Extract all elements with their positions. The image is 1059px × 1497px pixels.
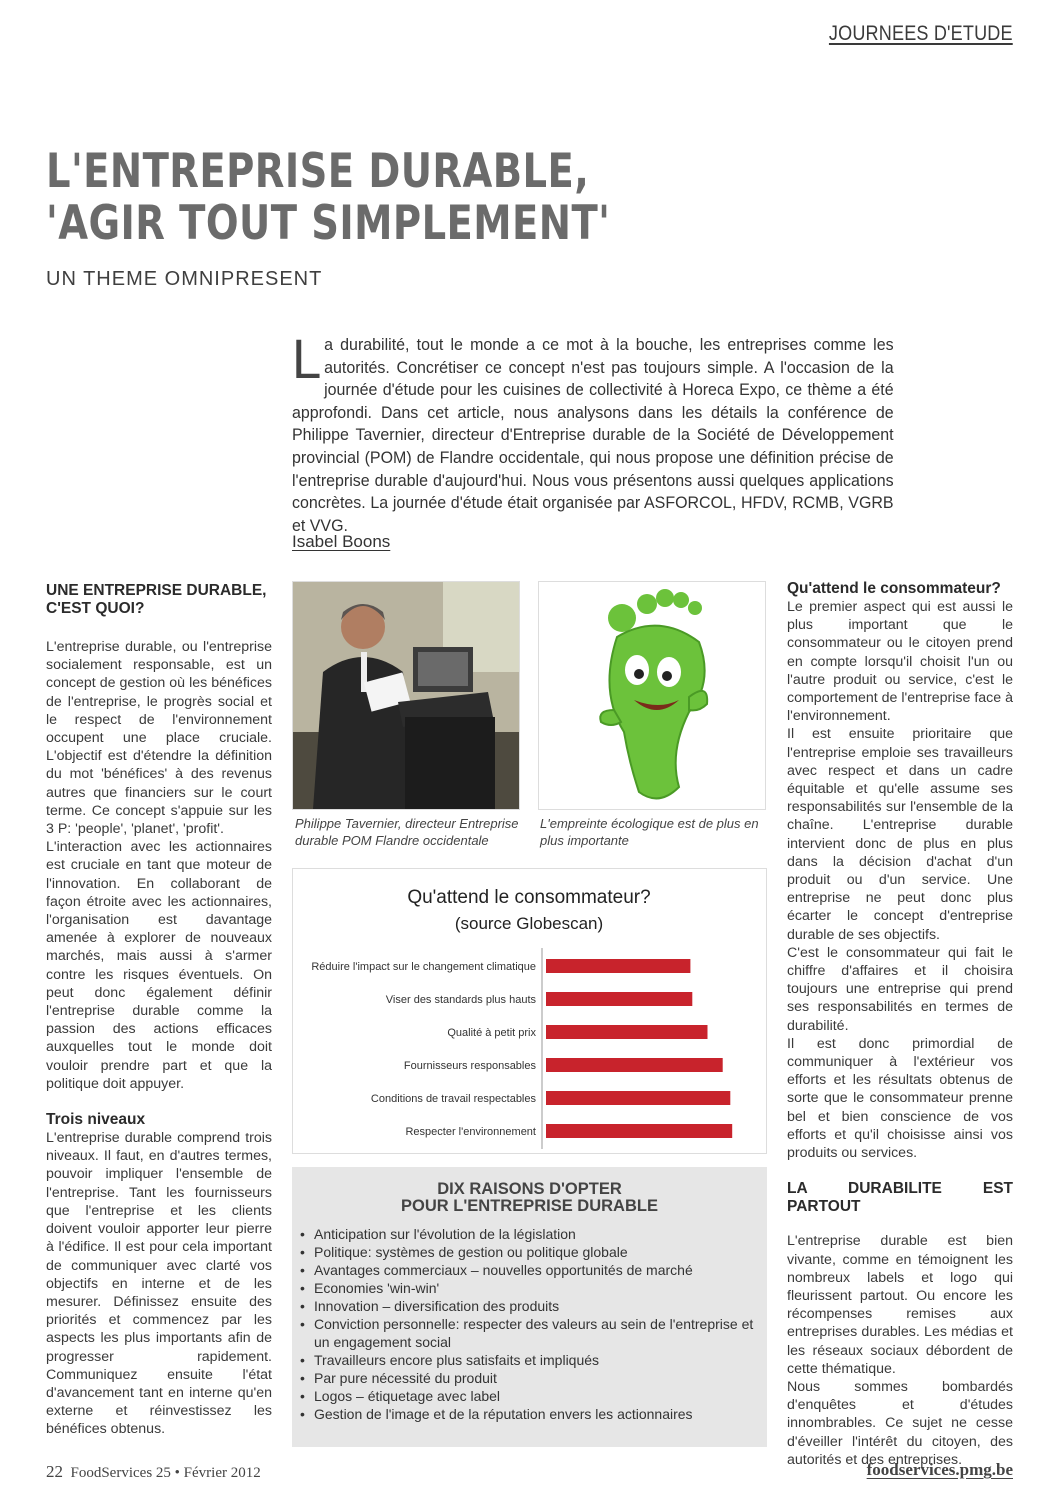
reason-item: • Conviction personnelle: respecter des valeurs au sein de l'entreprise et un engagement social bbox=[300, 1315, 759, 1351]
intro-paragraph bbox=[292, 327, 894, 537]
author-byline: Isabel Boons bbox=[292, 532, 391, 551]
heading-three-levels: Trois niveaux bbox=[46, 1111, 146, 1129]
chart-title: Qu'attend le consommateur? bbox=[407, 887, 651, 908]
reason-item: • Anticipation sur l'évolution de la législation bbox=[300, 1225, 759, 1243]
photo-caption-speaker: Philippe Tavernier, directeur Entreprise durable POM Flandre occidentale bbox=[295, 816, 519, 848]
reason-item: • Politique: systèmes de gestion ou politique globale bbox=[300, 1243, 759, 1261]
chart-subtitle: (source Globescan) bbox=[454, 914, 604, 933]
bar bbox=[546, 992, 692, 1006]
bar bbox=[546, 1091, 730, 1105]
paragraph: L'entreprise durable est bien vivante, comme en témoignent les nombreux labels et logo qui fleurissent partout. Ou encore les récompenses remises aux entreprises durables. Les médias et les réseaux sociaux débordent de cette thématique. bbox=[787, 1233, 1013, 1377]
paragraph: Il est donc primordial de communiquer à l'extérieur vos efforts et les résultats obtenus de sorte que le consommateur prenne bel et bien conscience de vos efforts et qu'il choisisse ainsi vos produits ou services. bbox=[787, 1035, 1013, 1162]
section-tag: JOURNEES D'ETUDE bbox=[829, 22, 1013, 45]
chart-svg bbox=[293, 869, 766, 1153]
reason-item: • Economies 'win-win' bbox=[300, 1279, 759, 1297]
paragraph: L'entreprise durable, ou l'entreprise socialement responsable, est un concept de gestion où les bénéfices de l'entreprise, le progrès social et le respect de l'environnement occupent une place cruciale. L'objectif est d'étendre la définition du mot 'bénéfices' à des revenus autres que financiers sur le court terme. Ce concept s'appuie sur les 3 P: 'people', 'planet', 'profit'. bbox=[46, 639, 272, 838]
ten-reasons-box bbox=[292, 1167, 767, 1447]
category-label: Qualité à petit prix bbox=[447, 1027, 536, 1039]
left-column bbox=[46, 582, 272, 1439]
reason-item: • Logos – étiquetage avec label bbox=[300, 1387, 759, 1405]
green-foot-mascot-illustration bbox=[539, 582, 765, 809]
heading-everywhere: LA DURABILITE EST PARTOUT bbox=[787, 1180, 1013, 1216]
paragraph: L'interaction avec les actionnaires est cruciale en tant que moteur de l'innovation. En collaborant de façon étroite avec les actionnaires, l'organisation est davantage amenée à explorer de nouveaux marchés, mais aussi à s'armer contre les risques éventuels. On peut donc également définir l'entreprise durable comme la passion des actions efficaces auxquelles tout le monde doit vouloir prendre part et que la politique doit appuyer. bbox=[46, 839, 272, 1092]
page-number: 22 bbox=[46, 1462, 63, 1481]
heading-consumer: Qu'attend le consommateur? bbox=[787, 580, 1001, 597]
bar bbox=[546, 1025, 708, 1039]
category-label: Respecter l'environnement bbox=[405, 1126, 536, 1138]
bar bbox=[546, 1124, 732, 1138]
dropcap: L bbox=[292, 327, 322, 390]
paragraph: C'est le consommateur qui fait le chiffre d'affaires et il choisira toujours une entreprise qui prend ses responsabilités en termes de durabilité. bbox=[787, 944, 1013, 1034]
paragraph: L'entreprise durable comprend trois niveaux. Il faut, en d'autres termes, pouvoir impliquer l'ensemble de l'entreprise. Tant les fournisseurs que l'entreprise et les clients doivent vouloir apporter leur pierre à l'édifice. Il est pour cela important de communiquer avec clarté vos objectifs en interne et de les mesurer. Définissez ensuite des priorités et commencez par les aspects les plus importants afin de progresser rapidement. Communiquez ensuite l'état d'avancement tant en interne qu'en externe et réinvestissez les bénéfices obtenus. bbox=[46, 1130, 272, 1438]
category-label: Conditions de travail respectables bbox=[370, 1093, 536, 1105]
box-title: DIX RAISONS D'OPTER POUR L'ENTREPRISE DURABLE bbox=[401, 1180, 658, 1215]
reason-item: • Innovation – diversification des produits bbox=[300, 1297, 759, 1315]
article-subtitle: UN THEME OMNIPRESENT bbox=[46, 268, 323, 290]
issue-info: FoodServices 25 • Février 2012 bbox=[70, 1465, 261, 1481]
consumer-expectations-chart bbox=[292, 868, 767, 1154]
photo-caption-footprint: L'empreinte écologique est de plus en plus importante bbox=[540, 816, 759, 848]
speaker-illustration bbox=[293, 582, 519, 809]
title-line-1: L'ENTREPRISE DURABLE, bbox=[46, 144, 590, 199]
paragraph: Il est ensuite prioritaire que l'entreprise emploie ses travailleurs avec respect et dans un cadre équitable et qu'elle assume ses responsabilités sur l'ensemble de la chaîne. L'entreprise durable intervient donc de plus en plus dans la décision d'achat d'un produit ou d'un service. Une entreprise ne peut donc plus écarter le concept d'entreprise durable de ses objectifs. bbox=[787, 726, 1013, 943]
reason-item: • Gestion de l'image et de la réputation envers les actionnaires bbox=[300, 1405, 759, 1423]
article-title bbox=[46, 146, 610, 250]
category-label: Réduire l'impact sur le changement climatique bbox=[311, 961, 536, 973]
paragraph: Nous sommes bombardés d'enquêtes et d'études innombrables. Ce sujet ne cesse d'éveiller l'intérêt du citoyen, des autorités et des entreprises. bbox=[787, 1378, 1013, 1468]
reasons-list bbox=[292, 1225, 767, 1423]
bar bbox=[546, 959, 690, 973]
heading-what-is: UNE ENTREPRISE DURABLE, C'EST QUOI? bbox=[46, 582, 267, 617]
category-label: Viser des standards plus hauts bbox=[385, 994, 536, 1006]
footer-left bbox=[46, 1462, 261, 1482]
bar bbox=[546, 1058, 723, 1072]
title-line-2: 'AGIR TOUT SIMPLEMENT' bbox=[46, 196, 611, 251]
photo-speaker bbox=[292, 581, 520, 810]
reason-item: • Travailleurs encore plus satisfaits et impliqués bbox=[300, 1351, 759, 1369]
reason-item: • Par pure nécessité du produit bbox=[300, 1369, 759, 1387]
category-label: Fournisseurs responsables bbox=[403, 1060, 536, 1072]
right-column bbox=[787, 580, 1013, 1469]
paragraph: Le premier aspect qui est aussi le plus important que le consommateur ou le citoyen prend en compte lorsqu'il choisit l'un ou l'autre produit ou service, c'est le comportement de l'entreprise face à l'environnement. bbox=[787, 599, 1013, 725]
website-link[interactable]: foodservices.pmg.be bbox=[866, 1460, 1013, 1479]
photo-footprint bbox=[538, 581, 766, 810]
reason-item: • Avantages commerciaux – nouvelles opportunités de marché bbox=[300, 1261, 759, 1279]
intro-text: a durabilité, tout le monde a ce mot à la bouche, les entreprises comme les autorités. Concrétiser ce concept n'est pas toujours simple. A l'occasion de la journée d'étude pour les cuisines de collectivité à Horeca Expo, ce thème a été approfondi. Dans cet article, nous analysons dans les détails la conférence de Philippe Tavernier, directeur d'Entreprise durable de la Société de Développement provincial (POM) de Flandre occidentale, qui nous propose une définition précise de l'entreprise durable d'aujourd'hui. Nous vous présentons aussi quelques applications concrètes. La journée d'étude était organisée par ASFORCOL, HFDV, RCMB, VGRB et VVG. bbox=[292, 335, 894, 535]
